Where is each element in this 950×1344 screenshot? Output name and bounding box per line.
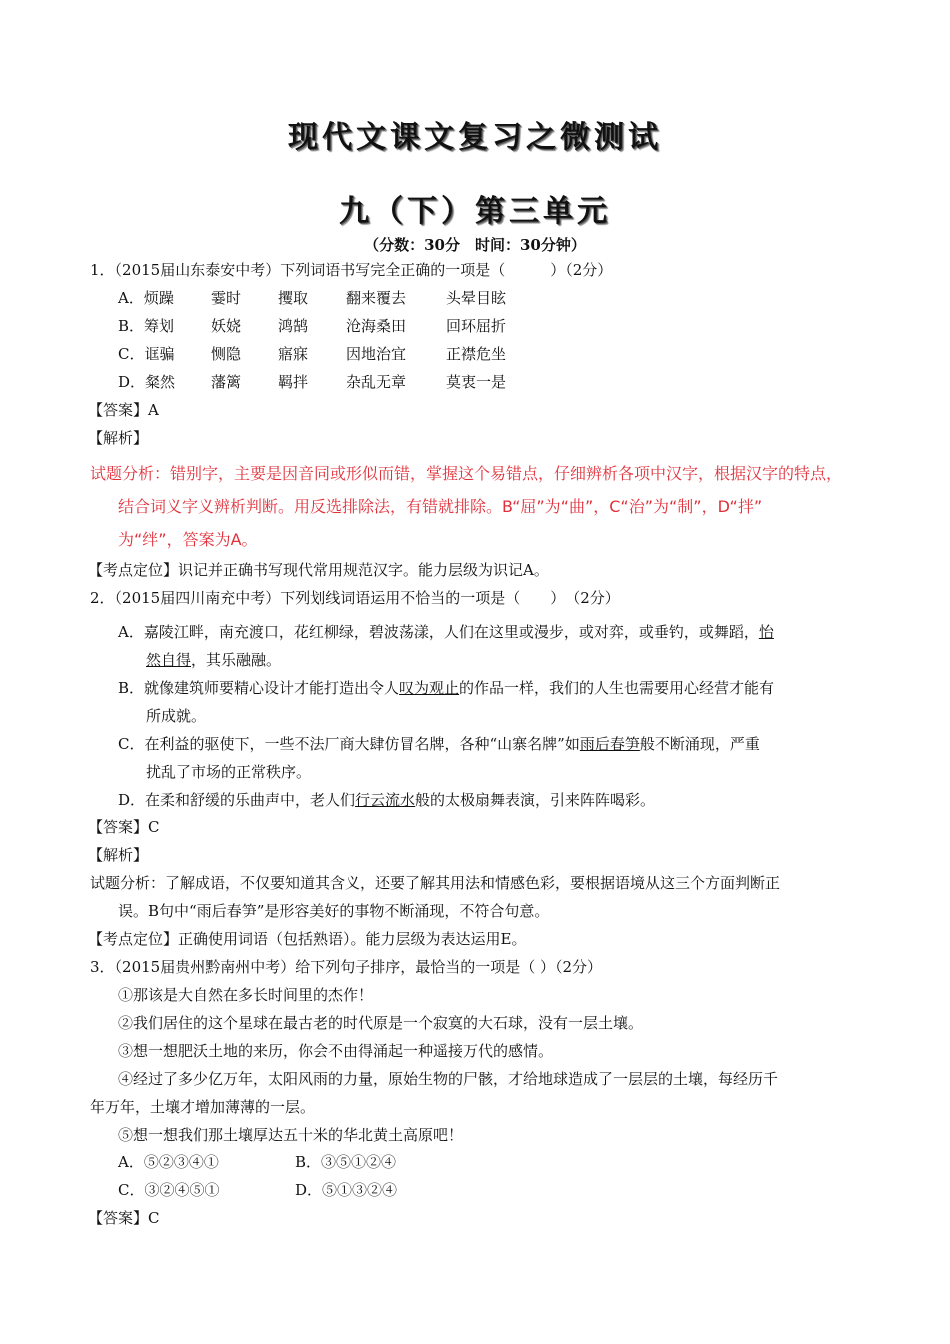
option-word: 头晕目眩 [446, 289, 507, 307]
question-2-option-b-line-1 [118, 677, 898, 698]
option-text: C．在利益的驱使下，一些不法厂商大肆仿冒名牌，各种“山寨名牌”如 [118, 735, 580, 753]
option-text: 的作品一样，我们的人生也需要用心经营才能有 [459, 679, 775, 697]
question-1-knowledge-point: 【考点定位】识记并正确书写现代常用规范汉字。能力层级为识记A。 [88, 561, 549, 579]
option-word: 寤寐 [278, 345, 309, 363]
question-2-stem: 2．（2015届四川南充中考）下列划线词语运用不恰当的一项是（ ） （2分） [90, 589, 620, 607]
option-word: 翻来覆去 [346, 289, 407, 307]
underlined-phrase: 怡 [758, 623, 774, 641]
question-2-option-a-line-1 [118, 621, 898, 642]
option-word: C．诓骗 [118, 345, 175, 363]
question-2-option-c-line-2: 扰乱了市场的正常秩序。 [146, 763, 312, 781]
option-text: 般不断涌现，严重 [639, 735, 760, 753]
question-3-sentence-4-line-2: 年万年，土壤才增加薄薄的一层。 [90, 1098, 316, 1116]
question-2-option-a-line-2 [146, 649, 926, 670]
question-3-option-d: D．⑤①③②④ [295, 1181, 398, 1199]
option-word: 妖娆 [211, 317, 242, 335]
question-1-stem: 1．（2015届山东泰安中考）下列词语书写完全正确的一项是（ ）（2分） [90, 261, 613, 279]
option-text: A．嘉陵江畔，南充渡口，花红柳绿，碧波荡漾，人们在这里或漫步，或对弈，或垂钓，或舞蹈， [118, 623, 759, 641]
underlined-phrase: 然自得 [146, 651, 192, 669]
option-word: 鸿鹄 [278, 317, 309, 335]
option-word: 杂乱无章 [346, 373, 407, 391]
question-3-stem: 3．（2015届贵州黔南州中考）给下列句子排序，最恰当的一项是（ ）（2分） [90, 958, 603, 976]
document-title: 现代文课文复习之微测试 [288, 120, 662, 155]
question-1-analysis-line-1: 试题分析：错别字，主要是因音同或形似而错，掌握这个易错点，仔细辨析各项中汉字，根据汉字的特点， [90, 464, 843, 483]
question-2-knowledge-point: 【考点定位】正确使用词语（包括熟语）。能力层级为表达运用E。 [88, 930, 527, 948]
question-3-sentence-3: ③想一想肥沃土地的来历，你会不由得涌起一种遥接万代的感情。 [118, 1042, 554, 1060]
underlined-phrase: 叹为观止 [399, 679, 460, 697]
question-3-sentence-2: ②我们居住的这个星球在最古老的时代原是一个寂寞的大石球，没有一层土壤。 [118, 1014, 644, 1032]
underlined-phrase: 雨后春笋 [579, 735, 640, 753]
option-word: B．筹划 [118, 317, 175, 335]
score-time-info: （分数：30分 时间：30分钟） [364, 236, 586, 254]
question-2-analysis-line-2: 误。B句中“雨后春笋”是形容美好的事物不断涌现，不符合句意。 [118, 902, 550, 920]
option-word: 藩篱 [211, 373, 242, 391]
question-2-option-b-line-2: 所成就。 [146, 707, 207, 725]
question-3-sentence-5: ⑤想一想我们那土壤厚达五十米的华北黄土高原吧！ [118, 1126, 464, 1144]
question-2-analysis-label: 【解析】 [88, 846, 149, 864]
question-1-analysis-label: 【解析】 [88, 429, 149, 447]
option-word: 沧海桑田 [346, 317, 407, 335]
question-3-answer: 【答案】C [88, 1209, 160, 1227]
option-word: 攫取 [278, 289, 309, 307]
option-text: 般的太极扇舞表演，引来阵阵喝彩。 [415, 791, 656, 809]
document-subtitle-unit: 九（下）第三单元 [339, 194, 611, 229]
question-2-option-c-line-1 [118, 733, 898, 754]
option-word: 因地治宜 [346, 345, 407, 363]
option-word: 羁拌 [278, 373, 309, 391]
option-word: 霎时 [211, 289, 242, 307]
question-2-analysis-line-1: 试题分析：了解成语，不仅要知道其含义，还要了解其用法和情感色彩，要根据语境从这三个方面判断正 [90, 874, 781, 892]
question-3-option-b: B．③⑤①②④ [295, 1153, 397, 1171]
option-word: A．烦躁 [118, 289, 174, 307]
question-3-option-c: C．③②④⑤① [118, 1181, 220, 1199]
option-word: 正襟危坐 [446, 345, 507, 363]
option-word: 莫衷一是 [446, 373, 507, 391]
option-word: 回环屈折 [446, 317, 507, 335]
question-3-sentence-1: ①那该是大自然在多长时间里的杰作！ [118, 986, 374, 1004]
question-3-option-a: A．⑤②③④① [118, 1153, 219, 1171]
underlined-phrase: 行云流水 [355, 791, 416, 809]
question-3-sentence-4-line-1: ④经过了多少亿万年，太阳风雨的力量，原始生物的尸骸，才给地球造成了一层层的土壤，每经历千 [118, 1070, 779, 1088]
option-text: D．在柔和舒缓的乐曲声中，老人们 [118, 791, 356, 809]
option-word: D．粲然 [118, 373, 176, 391]
question-1-answer: 【答案】A [88, 401, 159, 419]
question-2-option-d [118, 789, 898, 810]
option-text: ，其乐融融。 [191, 651, 282, 669]
question-1-analysis-line-3: 为“绊”，答案为A。 [118, 530, 258, 549]
question-1-analysis-line-2: 结合词义字义辨析判断。用反选排除法，有错就排除。B“屈”为“曲”，C“治”为“制”，D“拌” [118, 497, 763, 516]
option-text: B．就像建筑师要精心设计才能打造出令人 [118, 679, 400, 697]
question-2-answer: 【答案】C [88, 818, 160, 836]
option-word: 恻隐 [211, 345, 242, 363]
